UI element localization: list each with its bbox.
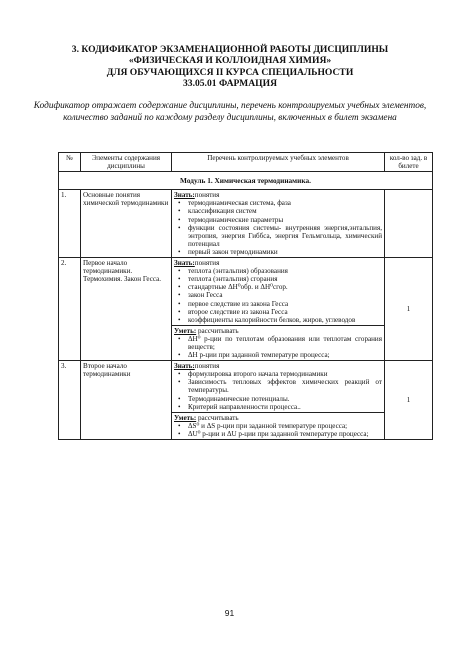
know-label: Знать:	[174, 259, 195, 268]
know-label: Знать:	[174, 191, 195, 200]
header-num: №	[59, 153, 81, 172]
can-list	[174, 335, 382, 359]
row-count	[385, 190, 433, 258]
list-item: • термодинамическая система, фаза	[188, 199, 382, 207]
list-item: • термодинамические параметры	[188, 216, 382, 224]
know-text: понятия	[194, 362, 220, 371]
table-row	[59, 190, 433, 258]
heading-line-2: «ФИЗИЧЕСКАЯ И КОЛЛОИДНАЯ ХИМИЯ»	[128, 55, 332, 67]
heading-line-4: 33.05.01 ФАРМАЦИЯ	[182, 77, 278, 89]
can-text: рассчитывать	[196, 326, 239, 335]
list-item: • ΔH р-ции при заданной температуре процесса;	[188, 351, 382, 359]
heading-line-1: 3. КОДИФИКАТОР ЭКЗАМЕНАЦИОННОЙ РАБОТЫ ДИСЦИПЛИНЫ	[71, 44, 389, 55]
codifier-table	[58, 152, 433, 440]
know-text: понятия	[194, 259, 220, 268]
row-num: 3.	[59, 361, 81, 440]
know-list	[174, 199, 382, 256]
know-text: понятия	[194, 191, 220, 200]
list-item: • коэффициенты калорийности белков, жиров, углеводов	[188, 316, 382, 324]
table-row	[59, 361, 433, 413]
can-list	[174, 422, 382, 438]
row-can-cell	[172, 412, 385, 439]
row-count: 1	[385, 258, 433, 361]
row-element: Основные понятия химической термодинамики	[81, 190, 172, 258]
heading-line-3: ДЛЯ ОБУЧАЮЩИХСЯ II КУРСА СПЕЦИАЛЬНОСТИ	[106, 66, 354, 78]
list-item: • Зависимость тепловых эффектов химических реакций от температуры.	[188, 378, 382, 394]
know-label: Знать:	[174, 362, 195, 371]
list-item: • функции состояния системы- внутренняя энергия,энтальпия, энтропия, энергия Гиббса, энергия Гельмгольца, химический потенциал	[188, 224, 382, 248]
list-item: • Критерий направленности процесса..	[188, 403, 382, 411]
row-num: 1.	[59, 190, 81, 258]
list-item: • стандартные ΔH⁰обр. и ΔH⁰сгор.	[188, 283, 382, 291]
list-item: • теплота (энтальпия) сгорания	[188, 275, 382, 283]
row-element: Первое начало термодинамики. Термохимия. Закон Гесса.	[81, 258, 172, 361]
list-item: • классификация систем	[188, 207, 382, 215]
row-know-cell	[172, 361, 385, 413]
row-element: Второе начало термодинамики	[81, 361, 172, 440]
list-item: • второе следствие из закона Гесса	[188, 308, 382, 316]
row-can-cell	[172, 325, 385, 360]
list-item: • ΔS⁰ и ΔS р-ции при заданной температуре процесса;	[188, 422, 382, 430]
list-item: • формулировка второго начала термодинамики	[188, 370, 382, 378]
list-item: • ΔU⁰ р-ции и ΔU р-ции при заданной температуре процесса;	[188, 430, 382, 438]
header-list: Перечень контролируемых учебных элементов	[172, 153, 385, 172]
list-item: • первый закон термодинамики	[188, 248, 382, 256]
list-item: • первое следствие из закона Гесса	[188, 300, 382, 308]
intro-paragraph: Кодификатор отражает содержание дисциплины, перечень контролируемых учебных элементов, количество заданий по каждому разделу дисциплины, включенных в билет экзамена	[33, 101, 427, 123]
list-item: • Термодинамические потенциалы.	[188, 395, 382, 403]
can-text: рассчитывать	[196, 413, 239, 422]
section-heading	[30, 44, 430, 89]
know-list	[174, 370, 382, 410]
header-elements: Элементы содержания дисциплины	[81, 153, 172, 172]
row-know-cell	[172, 190, 385, 258]
header-count: кол-во зад. в билете	[385, 153, 433, 172]
can-label: Уметь:	[174, 413, 197, 422]
list-item: • теплота (энтальпия) образования	[188, 267, 382, 275]
table-header-row	[59, 153, 433, 172]
page-number: 91	[224, 608, 235, 618]
list-item: • закон Гесса	[188, 291, 382, 299]
row-count: 1	[385, 361, 433, 440]
module-row	[59, 172, 433, 190]
table-row	[59, 258, 433, 326]
module-title: Модуль 1. Химическая термодинамика.	[59, 172, 433, 190]
row-know-cell	[172, 258, 385, 326]
know-list	[174, 267, 382, 324]
row-num: 2.	[59, 258, 81, 361]
can-label: Уметь:	[174, 326, 197, 335]
list-item: • ΔH⁰ р-ции по теплотам образования или теплотам сгорания веществ;	[188, 335, 382, 351]
